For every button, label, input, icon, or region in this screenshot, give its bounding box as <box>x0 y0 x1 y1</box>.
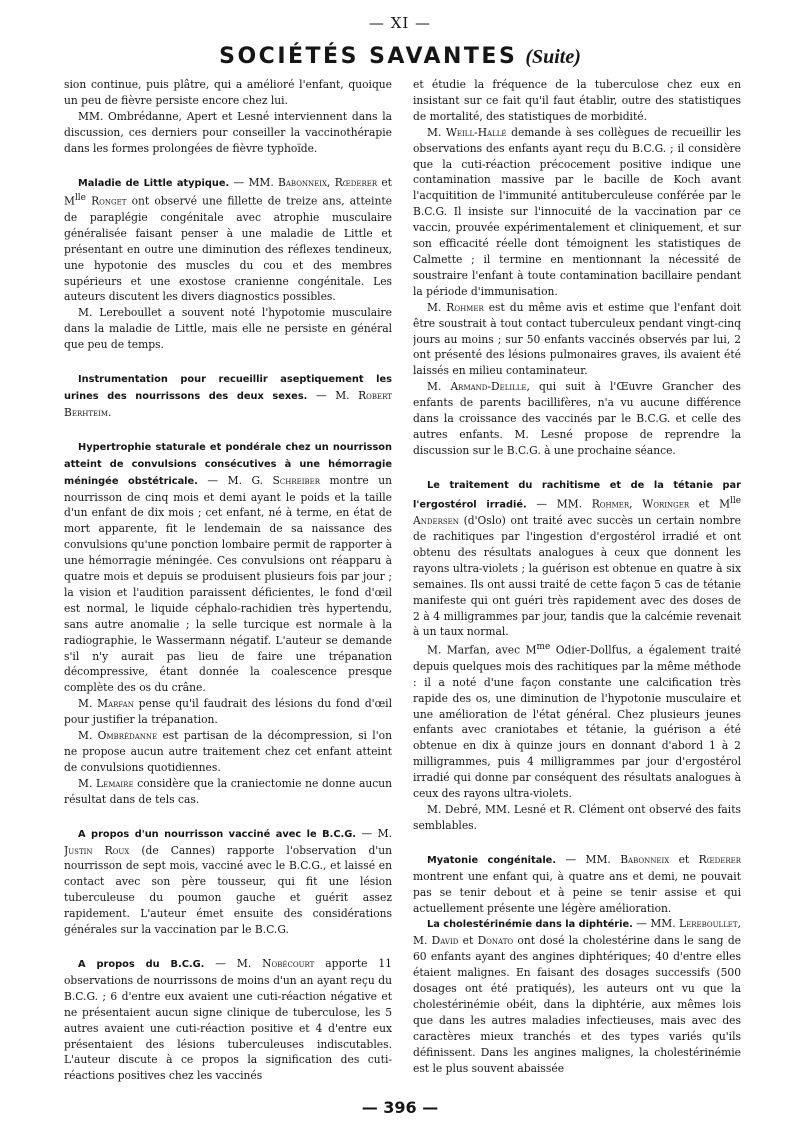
paragraph <box>64 728 392 776</box>
text-run: et <box>458 934 478 948</box>
author-names: Rohmer <box>446 300 484 314</box>
left-column <box>64 77 392 1092</box>
text-run: M. <box>427 380 451 394</box>
text-run: — MM. <box>556 852 621 866</box>
page-number: — 396 — <box>361 1098 439 1117</box>
text-run: — M. <box>356 826 392 840</box>
paragraph: M. Debré, MM. Lesné et R. Clément ont observé des faits semblables. <box>413 803 741 832</box>
article-instrumentation <box>64 371 392 421</box>
section-heading: Le traitement du rachitisme et de la tétanie par l'ergostérol irradié. <box>413 479 741 511</box>
section-heading: La cholestérinémie dans la diphtérie. <box>427 919 633 931</box>
author-names: Weill-Hallé <box>445 125 507 139</box>
superscript: lle <box>74 193 86 204</box>
text-run: et <box>669 852 699 866</box>
text-run: montrent une enfant qui, à quatre ans et demi, ne pouvait pas se tenir debout et à peine se tenir assise et qui actuellement présente une légère amélioration. <box>413 869 741 915</box>
text-run: et M <box>689 497 731 511</box>
section-heading: Maladie de Little atypique. <box>78 177 230 189</box>
text-run: (d'Oslo) ont traité avec succès un certain nombre de rachitiques par l'ingestion d'ergostérol irradié et ont obtenu des résultats analogues à ceux que donnent les rayons ultra-violets ; la guérison est obtenue en quatre à six semaines. Ils ont aussi traité de cette façon 5 cas de tétanie manifeste qui ont guéri très rapidement avec des doses de 2 à 4 milligrammes par jour, tandis que la calcémie revenait à un taux normal. <box>413 514 741 639</box>
paragraph: sion continue, puis plâtre, qui a amélioré l'enfant, quoique un peu de fièvre persiste encore chez lui. <box>64 78 392 107</box>
author-names: Ombrédanne <box>97 729 158 743</box>
text-run: M. <box>78 729 98 743</box>
paragraph <box>413 379 741 459</box>
section-heading: Myatonie congénitale. <box>427 854 557 866</box>
author-names: Lereboullet <box>679 917 738 931</box>
text-run: M. <box>78 697 98 711</box>
superscript: lle <box>730 495 741 506</box>
author-names: Armand-Delille <box>450 380 527 394</box>
article-nourrisson-bcg <box>64 826 392 938</box>
paragraph <box>413 125 741 300</box>
text-run: ont dosé la cholestérine dans le sang de 60 enfants ayant des angines diphtériques; 40 d'entre elles étaient malignes. En faisant des dosages successifs (500 dosages ont été pratiqués), les auteurs ont vu que la cholestérinémie obéit, dans la diphtérie, aux mêmes lois que dans les autres maladies infectieuses, mais avec des caractères mieux tranchés et des types variés qu'ils définissent. Dans les angines malignes, la cholestérinémie est le plus souvent abaissée <box>413 934 741 1075</box>
text-run: est partisan de la décompression, si l'on ne propose aucun autre traitement chez cet enfant atteint de convulsions quotidiennes. <box>64 729 392 774</box>
paragraph <box>413 300 741 380</box>
text-run: , qui suit à l'Œuvre Grancher des enfants de parents bacillifères, n'a vu aucune différence dans la croissance des vaccinés par le B.C.G. et celle des autres enfants. M. Lesné propose de reprendre la discussion sur le B.C.G. à une prochaine séance. <box>413 380 741 457</box>
author-names: Robert Berhteim. <box>64 388 392 419</box>
text-run: demande à ses collègues de recueillir les observations des enfants ayant reçu du B.C.G. ; il considère que la cuti-réaction précocement positive indique une contamination massive par le bacille de Koch avant l'acquitition de l'immunité antituberculeuse conférée par le B.C.G. Il insiste sur l'innocuité de la vaccination par ce vaccin, prouvée expérimentalement et cliniquement, et sur son efficacité réelle dont témoignent les statistiques de Calmette ; il termine en mentionnant la nécessité de soustraire l'enfant à toute contamination bacillaire pendant la période d'immunisation. <box>413 125 741 298</box>
article-hypertrophie <box>64 439 392 697</box>
text-run: — MM. <box>526 497 592 511</box>
author-names: Babonneix <box>620 852 670 866</box>
text-run: ont observé une fillette de treize ans, atteinte de paraplégie congénitale avec atrophie musculaire généralisée faisant penser à une maladie de Little et présentant en outre une diminution des réflexes tendineux, une hypotonie des muscles du cou et des membres supérieurs et une exostose cranienne congénitale. Les auteurs discutent les divers diagnostics possibles. <box>64 195 392 304</box>
folio-roman-numeral: — XI — <box>368 14 432 32</box>
text-run: — MM. <box>229 175 279 189</box>
text-run: apporte 11 observations de nourrissons de moins d'un an ayant reçu du B.C.G. ; 6 d'entre eux avaient une cuti-réaction négative et ne présentaient aucun signe clinique de tuberculose, les 5 autres avaient une cuti-réaction positive et 4 d'entre eux présentaient des lésions tuberculeuses indiscutables. L'auteur discute à ce propos la signification des cuti-réactions positives chez les vaccinés <box>64 956 392 1083</box>
text-run: , M. <box>413 917 741 948</box>
paragraph <box>413 640 741 802</box>
section-heading: Hypertrophie staturale et pondérale chez un nourrisson atteint de convulsions consécutives à une hémorragie méningée obstétricale. <box>64 441 392 487</box>
text-run: considère que la craniectomie ne donne aucun résultat dans de tels cas. <box>64 776 392 806</box>
running-header <box>0 44 800 69</box>
author-names: Babonneix, Rœderer <box>278 175 378 189</box>
text-run: pense qu'il faudrait des lésions du fond d'œil pour justifier la trépanation. <box>64 697 392 727</box>
text-run: — M. <box>197 473 252 487</box>
text-run: et M <box>64 175 392 208</box>
author-names: Justin Roux <box>64 843 130 857</box>
paragraph <box>64 776 392 808</box>
header-title: SOCIÉTÉS SAVANTES <box>219 44 518 69</box>
text-run: montre un nourrisson de cinq mois et demi ayant le poids et la taille d'un enfant de dix mois ; cet enfant, né à terme, en état de mort apparente, fit le lendemain de sa naissance des convulsions qu'une ponction lombaire permit de rapporter à une hémorragie méningée. Ces convulsions ont réapparu à quatre mois et depuis se produisent plusieurs fois par jour ; la vision et l'audition paraissent déficientes, le fond d'œil est normal, le liquide céphalo-rachidien très hypertendu, sans autre anomalie ; la selle turcique est normale à la radiographie, le Wassermann négatif. L'auteur se demande s'il n'y aurait pas lieu de faire une trépanation décompressive, étant donnée la coalescence presque complète des os du crâne. <box>64 473 392 695</box>
author-names: G. Schreiber <box>251 473 321 487</box>
section-heading: Instrumentation pour recueillir aseptiquement les urines des nourrissons des deux sexes. <box>64 374 392 402</box>
article-myatonie <box>413 852 741 917</box>
text-run: M. <box>427 125 446 139</box>
author-names: David <box>431 934 459 948</box>
paragraph: MM. Ombrédanne, Apert et Lesné interviennent dans la discussion, ces derniers pour conseiller la vaccinothérapie dans les formes prolongées de fièvre typhoïde. <box>64 109 392 155</box>
author-names: Andersen <box>413 514 459 528</box>
article-cholesterinemie <box>413 916 741 1076</box>
author-names: Ronget <box>91 195 127 208</box>
text-run: — M. <box>307 388 359 402</box>
author-names: Nobécourt <box>262 956 315 970</box>
text-run: (de Cannes) rapporte l'observation d'un nourrisson de sept mois, vacciné avec le B.C.G., et laissé en contact avec son père tousseur, qui fit une lésion tuberculeuse du poumon gauche et guérit assez rapidement. L'auteur émet ensuite des considérations générales sur la vaccination par le B.C.G. <box>64 843 392 937</box>
paragraph: M. Lereboullet a souvent noté l'hypotomie musculaire dans la maladie de Little, mais elle ne persiste en général que peu de temps. <box>64 306 392 352</box>
text-run: M. Marfan, avec M <box>427 643 537 657</box>
article-propos-bcg <box>64 956 392 1084</box>
article-little <box>64 175 392 306</box>
paragraph: et étudie la fréquence de la tuberculose chez eux en insistant sur ce fait qu'il faut établir, outre des statistiques de mortalité, des statistiques de morbidité. <box>413 78 741 123</box>
text-run: Odier-Dollfus, a également traité depuis quelques mois des rachitiques par la même méthode : il a noté d'une façon constante une calcification très rapide des os, une diminution de l'hypotonie musculaire et une amélioration de l'état général. Chez plusieurs jeunes enfants avec craniotabes et tétanie, la guérison a été obtenue en dix à quinze jours en donnant d'abord 1 à 2 milligrammes, puis 4 milligrammes par jour d'ergostérol irradié qui donne par conséquent des résultats analogues à ceux des rayons ultra-violets. <box>413 643 741 801</box>
author-names: Rœderer <box>698 852 741 866</box>
text-run: — MM. <box>632 917 680 931</box>
author-names: Rohmer, Woringer <box>591 497 690 511</box>
author-names: Marfan <box>97 697 134 711</box>
header-suite: (Suite) <box>525 46 581 68</box>
paragraph <box>64 696 392 728</box>
text-run: M. <box>427 300 447 314</box>
text-run: — M. <box>204 956 263 970</box>
author-names: Lemaire <box>95 776 134 790</box>
article-rachitisme <box>413 477 741 641</box>
author-names: Donato <box>477 934 514 948</box>
section-heading: A propos d'un nourrisson vacciné avec le B.C.G. <box>78 828 357 840</box>
section-heading: A propos du B.C.G. <box>78 958 205 970</box>
text-run: est du même avis et estime que l'enfant doit être soustrait à tout contact tuberculeux pendant vingt-cinq jours au moins ; sur 50 enfants vaccinés observés par lui, 2 ont présenté des lésions pulmonaires graves, ils avaient été laissés en milieu contaminateur. <box>413 300 741 378</box>
right-column <box>413 77 741 1092</box>
text-run: M. <box>78 776 96 790</box>
superscript: me <box>536 642 551 653</box>
